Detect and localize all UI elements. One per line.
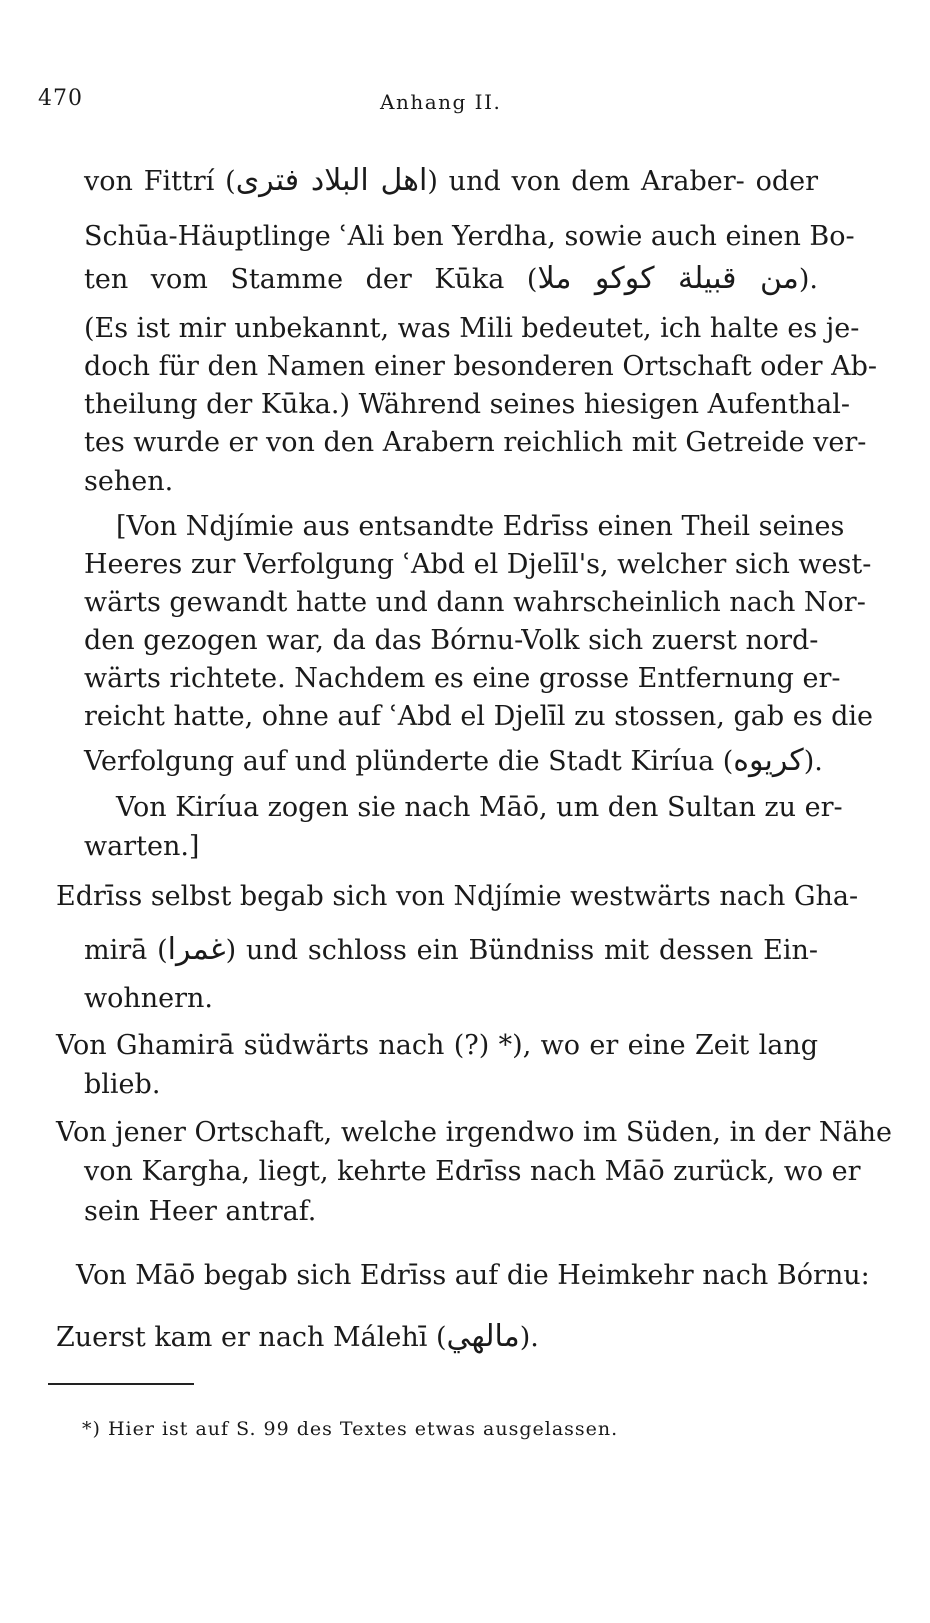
text-line: Von Kiríua zogen sie nach Māō, um den Sultan zu er- [116, 792, 843, 823]
text-line: Schūa-Häuptlinge ʿAli ben Yerdha, sowie auch einen Bo- [84, 221, 855, 252]
text-line: Zuerst kam er nach Málehī (مالهي). [56, 1319, 539, 1354]
arabic-text: اهل البلاد فترى [235, 163, 428, 198]
arabic-text: مالهي [446, 1319, 520, 1354]
text-line: von Kargha, liegt, kehrte Edrīss nach Māō zurück, wo er [84, 1156, 861, 1187]
text-line: Edrīss selbst begab sich von Ndjímie westwärts nach Gha- [56, 881, 859, 912]
text-line: Verfolgung auf und plünderte die Stadt Kiríua (كريوه). [84, 743, 823, 778]
footnote: *) Hier ist auf S. 99 des Textes etwas ausgelassen. [82, 1418, 619, 1440]
text-line: Von Māō begab sich Edrīss auf die Heimkehr nach Bórnu: [76, 1260, 870, 1291]
text-line: wärts gewandt hatte und dann wahrscheinlich nach Nor- [84, 587, 866, 618]
text-line: Heeres zur Verfolgung ʿAbd el Djelīl's, welcher sich west- [84, 549, 872, 580]
text-line: den gezogen war, da das Bórnu-Volk sich zuerst nord- [84, 625, 819, 656]
arabic-text: من قبيلة كوكو ملا [537, 261, 799, 296]
text-line: Von jener Ortschaft, welche irgendwo im Süden, in der Nähe [56, 1117, 893, 1148]
text-line: Von Ghamirā südwärts nach (?) *), wo er eine Zeit lang [56, 1030, 818, 1061]
text-line: mirā (غمرا) und schloss ein Bündniss mit dessen Ein- [84, 932, 819, 967]
text-line: ten vom Stamme der Kūka (من قبيلة كوكو ملا). [84, 261, 818, 296]
text-line: blieb. [84, 1069, 161, 1100]
text-line: doch für den Namen einer besonderen Ortschaft oder Ab- [84, 351, 878, 382]
text-line: von Fittrí (اهل البلاد فترى) und von dem Araber- oder [84, 163, 818, 198]
text-line: tes wurde er von den Arabern reichlich mit Getreide ver- [84, 427, 867, 458]
text-line: sehen. [84, 466, 174, 497]
text-line: warten.] [84, 831, 200, 862]
text-line: theilung der Kūka.) Während seines hiesigen Aufenthal- [84, 389, 850, 420]
footnote-rule [48, 1383, 194, 1385]
running-head: Anhang II. [380, 90, 502, 114]
text-line: wärts richtete. Nachdem es eine grosse Entfernung er- [84, 663, 841, 694]
text-line: (Es ist mir unbekannt, was Mili bedeutet, ich halte es je- [84, 313, 860, 344]
arabic-text: غمرا [167, 932, 226, 967]
text-line: [Von Ndjímie aus entsandte Edrīss einen Theil seines [116, 511, 845, 542]
page-number: 470 [38, 86, 83, 111]
text-line: sein Heer antraf. [84, 1196, 317, 1227]
arabic-text: كريوه [733, 743, 804, 778]
text-line: wohnern. [84, 983, 214, 1014]
text-line: reicht hatte, ohne auf ʿAbd el Djelīl zu stossen, gab es die [84, 701, 874, 732]
